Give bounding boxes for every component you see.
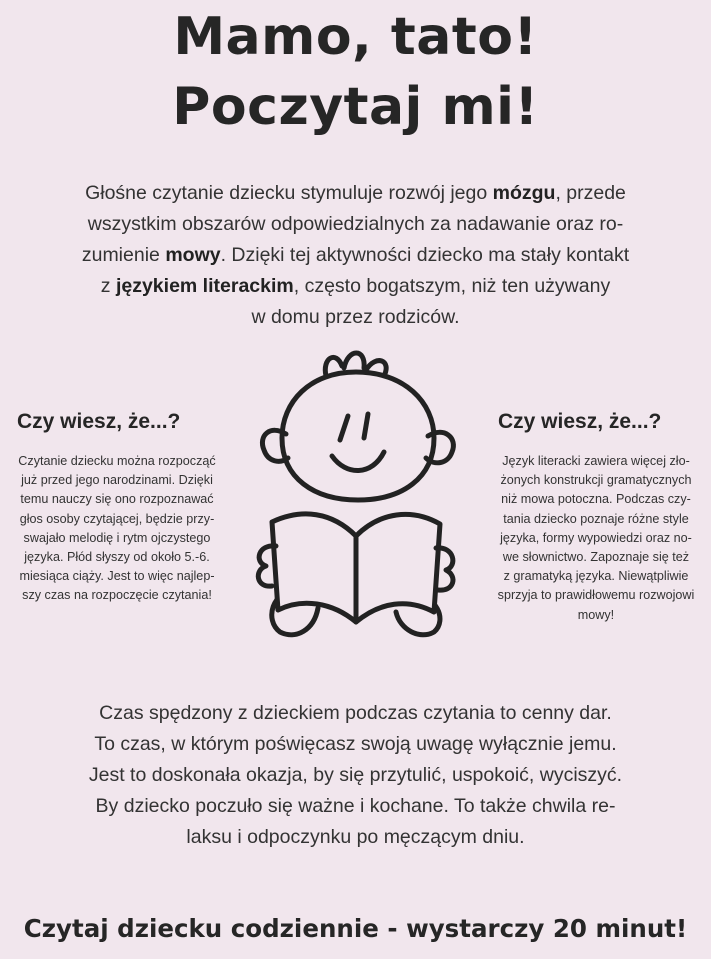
intro-line: w domu przez rodziców. xyxy=(251,306,460,328)
intro-paragraph xyxy=(60,178,651,333)
fact-line: języka, formy wypowiedzi oraz no- xyxy=(500,530,692,545)
fact-line: języka. Płód słyszy od około 5.-6. xyxy=(24,550,210,565)
child-reading-book-icon xyxy=(236,340,476,640)
footer-slogan: Czytaj dziecku codziennie - wystarczy 20 minut! xyxy=(23,914,688,943)
fact-line: swajało melodię i rytm ojczystego xyxy=(23,530,211,545)
fact-line: niż mowa potoczna. Podczas czy- xyxy=(501,492,691,507)
middle-line: To czas, w którym poświęcasz swoją uwagę wyłącznie jemu. xyxy=(94,733,617,755)
fact-line: mowy! xyxy=(577,607,615,622)
fact-line: żonych konstrukcji gramatycznych xyxy=(500,473,692,488)
title-line-2: Poczytaj mi! xyxy=(172,77,539,137)
middle-line: Jest to doskonała okazja, by się przytulić, uspokoić, wyciszyć. xyxy=(88,764,623,786)
intro-line: Głośne czytanie dziecku stymuluje rozwój jego mózgu, przede xyxy=(85,182,626,204)
intro-bold-literary-language: językiem literackim xyxy=(115,275,294,297)
right-fact-text xyxy=(481,452,711,625)
intro-bold-brain: mózgu xyxy=(492,182,556,204)
middle-paragraph xyxy=(80,698,631,853)
intro-line: zumienie mowy. Dzięki tej aktywności dziecko ma stały kontakt xyxy=(81,244,630,266)
intro-line: z językiem literackim, często bogatszym, niż ten używany xyxy=(100,275,611,297)
fact-line: miesiąca ciąży. Jest to więc najlep- xyxy=(19,569,215,584)
middle-line: By dziecko poczuło się ważne i kochane. To także chwila re- xyxy=(95,795,616,817)
fact-line: Czytanie dziecku można rozpocząć xyxy=(18,454,216,468)
fact-line: sprzyja to prawidłowemu rozwojowi xyxy=(497,588,695,603)
title-line-1: Mamo, tato! xyxy=(173,7,538,67)
fact-line: z gramatyką języka. Niewątpliwie xyxy=(503,569,689,584)
fact-line: temu nauczy się ono rozpoznawać xyxy=(20,492,214,507)
fact-line: szy czas na rozpoczęcie czytania! xyxy=(22,588,212,603)
fact-line: we słownictwo. Zapoznaje się też xyxy=(502,550,690,565)
intro-line: wszystkim obszarów odpowiedzialnych za nadawanie oraz ro- xyxy=(87,213,624,235)
fact-line: już przed jego narodzinami. Dzięki xyxy=(21,473,213,488)
left-fact-text xyxy=(2,452,232,606)
middle-line: Czas spędzony z dzieckiem podczas czytania to cenny dar. xyxy=(99,702,612,724)
fact-line: głos osoby czytającej, będzie przy- xyxy=(19,511,215,526)
intro-bold-speech: mowy xyxy=(165,244,221,266)
middle-line: laksu i odpoczynku po męczącym dniu. xyxy=(186,826,525,848)
fact-line: tania dziecko poznaje różne style xyxy=(503,511,689,526)
right-fact-heading: Czy wiesz, że...? xyxy=(498,410,662,433)
left-fact-heading: Czy wiesz, że...? xyxy=(17,410,181,433)
fact-line: Język literacki zawiera więcej zło- xyxy=(502,454,690,468)
